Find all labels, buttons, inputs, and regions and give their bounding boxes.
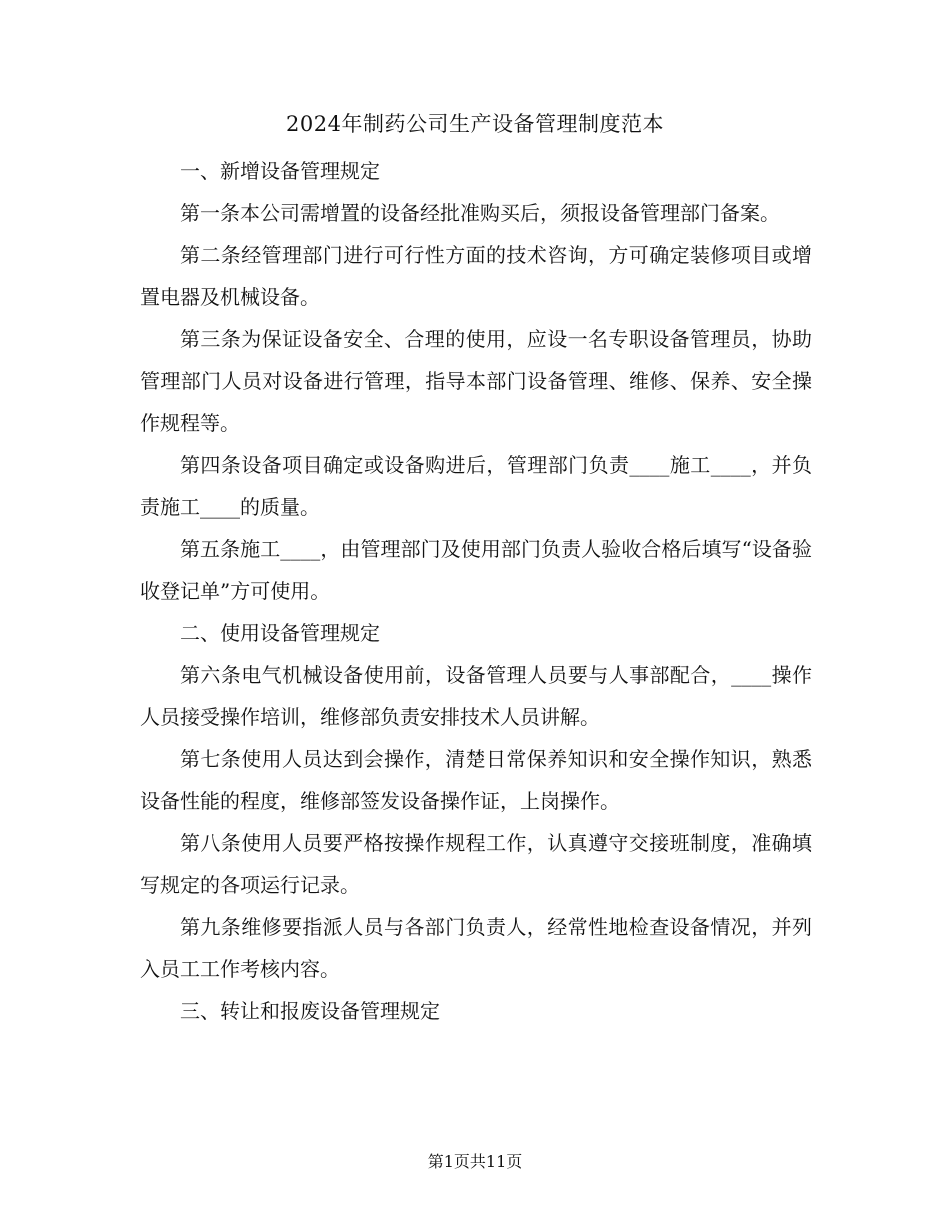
page-number: 第1页共11页 — [427, 1152, 523, 1171]
article-2: 第二条经管理部门进行可行性方面的技术咨询，方可确定装修项目或增置电器及机械设备。 — [140, 243, 812, 309]
document-title: 2024年制药公司生产设备管理制度范本 — [286, 112, 664, 136]
article-3: 第三条为保证设备安全、合理的使用，应设一名专职设备管理员，协助管理部门人员对设备进行管理，指导本部门设备管理、维修、保养、安全操作规程等。 — [140, 327, 812, 435]
article-8: 第八条使用人员要严格按操作规程工作，认真遵守交接班制度，准确填写规定的各项运行记录。 — [140, 831, 812, 897]
article-4: 第四条设备项目确定或设备购进后，管理部门负责____施工____，并负责施工____的质量。 — [140, 453, 812, 519]
article-1: 第一条本公司需增置的设备经批准购买后，须报设备管理部门备案。 — [180, 201, 780, 225]
document-body — [140, 150, 812, 1032]
section-heading-3: 三、转让和报废设备管理规定 — [180, 999, 440, 1023]
article-7: 第七条使用人员达到会操作，清楚日常保养知识和安全操作知识，熟悉设备性能的程度，维修部签发设备操作证，上岗操作。 — [140, 747, 812, 813]
section-heading-2: 二、使用设备管理规定 — [180, 621, 380, 645]
article-5: 第五条施工____，由管理部门及使用部门负责人验收合格后填写“设备验收登记单”方可使用。 — [140, 537, 812, 603]
article-6: 第六条电气机械设备使用前，设备管理人员要与人事部配合，____操作人员接受操作培训，维修部负责安排技术人员讲解。 — [140, 663, 812, 729]
section-heading-1: 一、新增设备管理规定 — [180, 159, 380, 183]
article-9: 第九条维修要指派人员与各部门负责人，经常性地检查设备情况，并列入员工工作考核内容。 — [140, 915, 812, 981]
